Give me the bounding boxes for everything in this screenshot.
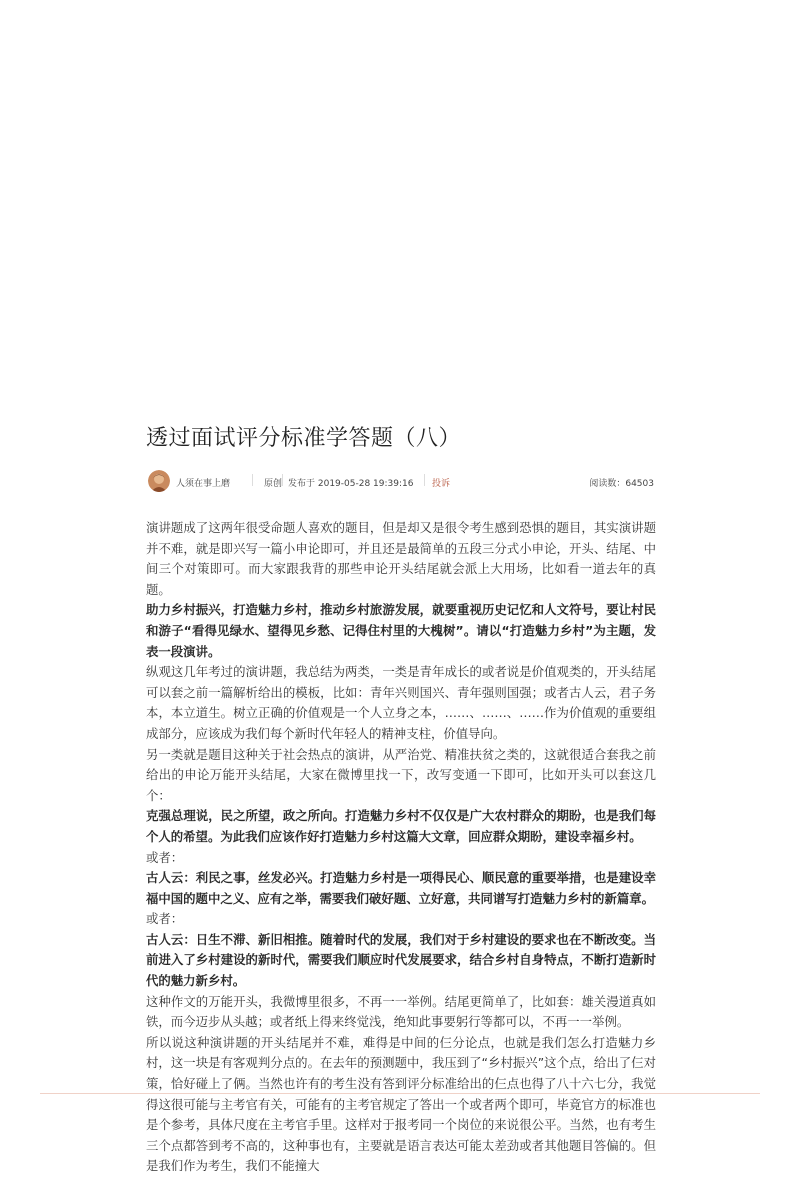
body-paragraph-bold: 助力乡村振兴，打造魅力乡村，推动乡村旅游发展，就要重视历史记忆和人文符号，要让村民和游子“看得见绿水、望得见乡愁、记得住村里的大槐树”。请以“打造魅力乡村”为主题，发表一段演讲。	[146, 602, 656, 659]
meta-divider	[282, 474, 283, 486]
body-paragraph: 或者：	[146, 911, 184, 927]
article-body	[146, 518, 656, 1177]
page-footer-divider	[40, 1093, 760, 1094]
body-paragraph: 或者：	[146, 849, 184, 865]
meta-divider	[424, 474, 425, 486]
body-paragraph: 纵观这几年考过的演讲题，我总结为两类，一类是青年成长的或者说是价值观类的，开头结尾可以套之前一篇解析给出的模板，比如：青年兴则国兴、青年强则国强；或者古人云，君子务本，本立道生。树立正确的价值观是一个人立身之本，……、……、……作为价值观的重要组成部分，应该成为我们每个新时代年轻人的精神支柱，价值导向。	[146, 664, 656, 741]
body-paragraph: 另一类就是题目这种关于社会热点的演讲，从严治党、精准扶贫之类的，这就很适合套我之前给出的申论万能开头结尾，大家在微博里找一下，改写变通一下即可，比如开头可以套这几个：	[146, 746, 656, 803]
body-paragraph-bold: 古人云：日生不滞、新旧相推。随着时代的发展，我们对于乡村建设的要求也在不断改变。当前进入了乡村建设的新时代，需要我们顺应时代发展要求，结合乡村自身特点，不断打造新时代的魅力新乡村。	[146, 931, 656, 989]
original-label: 原创	[264, 479, 283, 489]
body-paragraph: 这种作文的万能开头，我微博里很多，不再一一举例。结尾更简单了，比如套：雄关漫道真如铁，而今迈步从头越；或者纸上得来终觉浅，绝知此事要躬行等都可以，不再一一举例。	[146, 993, 656, 1030]
body-paragraph: 所以说这种演讲题的开头结尾并不难，难得是中间的仨分论点，也就是我们怎么打造魅力乡村，这一块是有客观判分点的。在去年的预测题中，我压到了“乡村振兴”这个点，给出了仨对策，恰好碰上了俩。当然也许有的考生没有答到评分标准给出的仨点也得了八十六七分，我觉得这很可能与主考官有关，可能有的主考官规定了答出一个或者两个即可，毕竟官方的标准也是个参考，具体尺度在主考官手里。这样对于报考同一个岗位的来说很公平。当然，也有考生三个点都答到考不高的，这种事也有，主要就是语言表达可能太差劲或者其他题目答偏的。但是我们作为考生，我们不能撞大	[146, 1034, 656, 1174]
publish-time: 发布于 2019-05-28 19:39:16	[288, 479, 414, 489]
article-title: 透过面试评分标准学答题（八）	[146, 426, 462, 451]
meta-divider	[252, 474, 253, 486]
read-count: 阅读数：64503	[589, 479, 654, 489]
report-link[interactable]: 投诉	[432, 479, 451, 489]
body-paragraph-bold: 克强总理说，民之所望，政之所向。打造魅力乡村不仅仅是广大农村群众的期盼，也是我们每个人的希望。为此我们应该作好打造魅力乡村这篇大文章，回应群众期盼，建设幸福乡村。	[146, 808, 656, 844]
article	[146, 424, 656, 1177]
author-avatar[interactable]	[148, 470, 170, 492]
author-name[interactable]: 人须在事上磨	[176, 479, 231, 489]
article-meta	[146, 470, 656, 498]
body-paragraph: 演讲题成了这两年很受命题人喜欢的题目，但是却又是很令考生感到恐惧的题目，其实演讲题并不难，就是即兴写一篇小申论即可，并且还是最简单的五段三分式小申论，开头、结尾、中间三个对策即可。而大家跟我背的那些申论开头结尾就会派上大用场，比如看一道去年的真题。	[146, 520, 656, 597]
body-paragraph-bold: 古人云：利民之事，丝发必兴。打造魅力乡村是一项得民心、顺民意的重要举措，也是建设幸福中国的题中之义、应有之举，需要我们破好题、立好意，共同谱写打造魅力乡村的新篇章。	[146, 870, 656, 906]
